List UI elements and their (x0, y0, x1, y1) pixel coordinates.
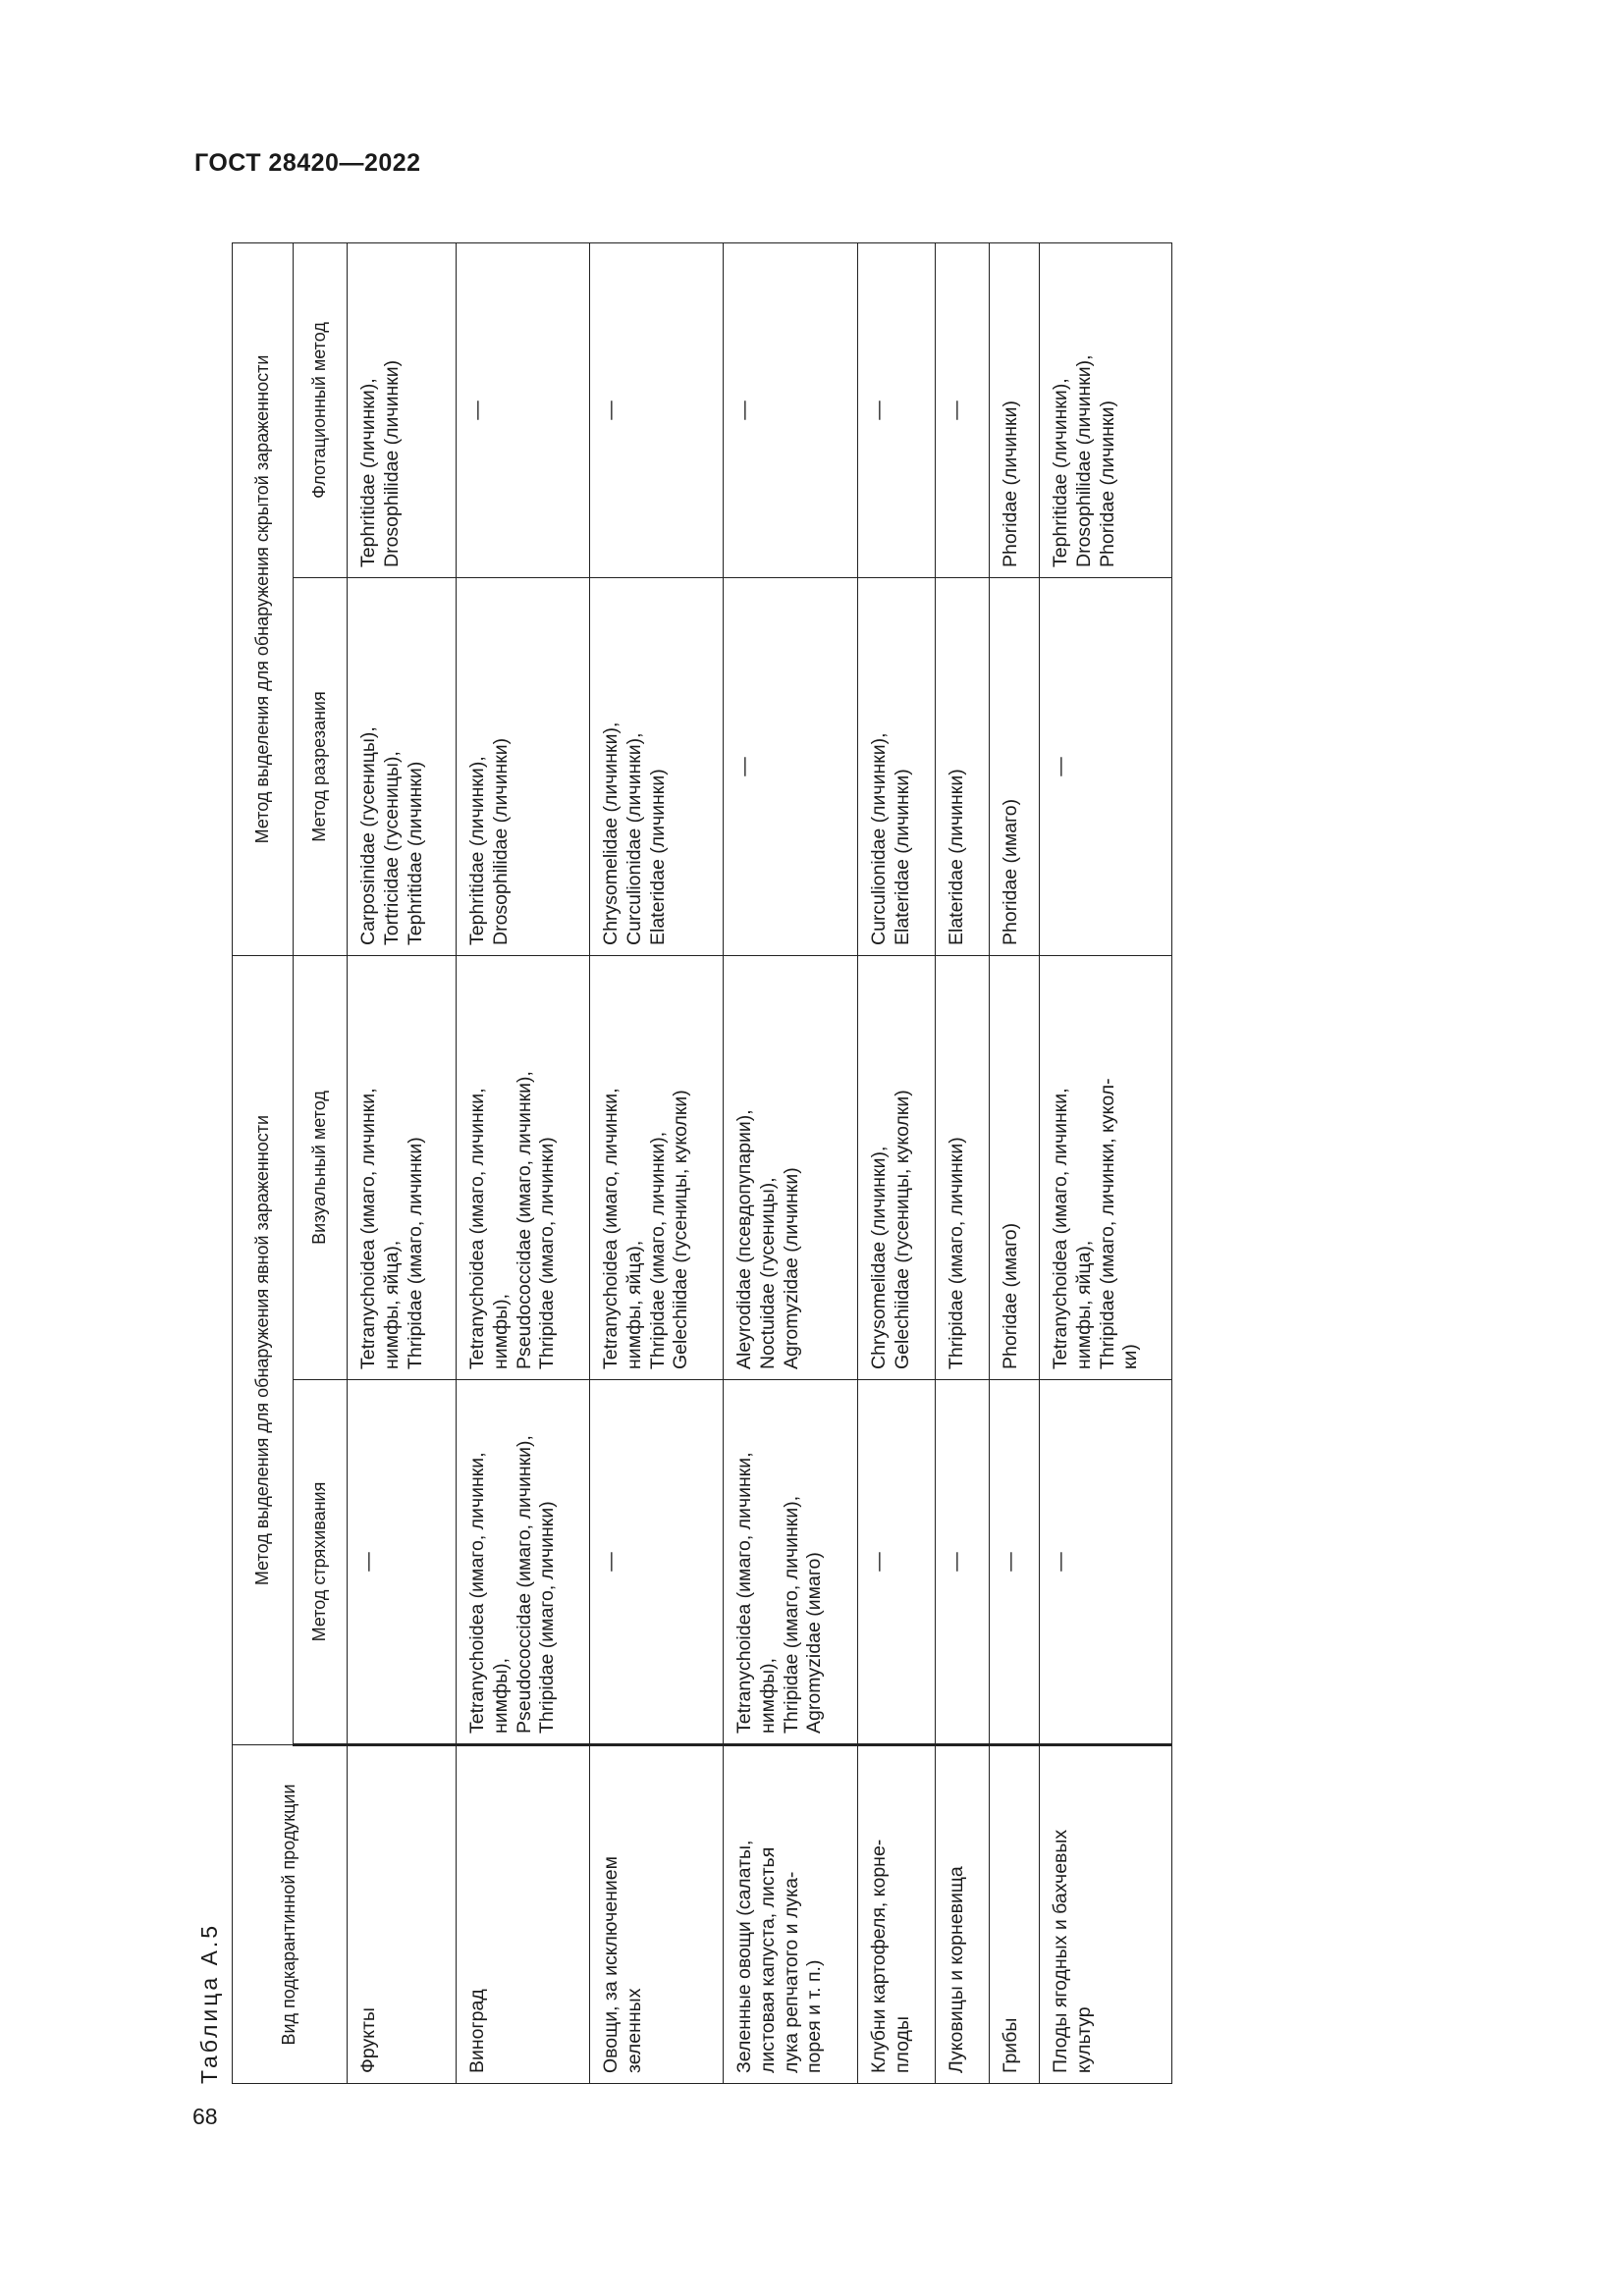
cell-cutting: Elateridae (личинки) (936, 578, 990, 956)
cell-flotation: — (457, 242, 590, 577)
pest-detection-table (232, 242, 1172, 2084)
cell-cutting: Phoridae (имаго) (990, 578, 1040, 956)
cell-flotation: — (590, 242, 724, 577)
cell-cutting: Carposinidae (гусеницы), Tortricidae (гусеницы), Tephritidae (личинки) (348, 578, 457, 956)
cell-shaking: — (858, 1380, 936, 1745)
cell-shaking: Tetranychoidea (имаго, личинки, нимфы), Thripidae (имаго, личинки), Agromyzidae (имаго) (724, 1380, 858, 1745)
document-header: ГОСТ 28420—2022 (194, 149, 421, 177)
cell-shaking: — (590, 1380, 724, 1745)
cell-product: Фрукты (348, 1745, 457, 2084)
col-header-shaking: Метод стряхивания (294, 1380, 348, 1745)
col-header-group-explicit: Метод выделения для обнаружения явной зараженности (233, 956, 294, 1745)
cell-cutting: Chrysomelidae (личинки), Curculionidae (личинки), Elateridae (личинки) (590, 578, 724, 956)
cell-visual: Phoridae (имаго) (990, 956, 1040, 1380)
cell-flotation: Tephritidae (личинки), Drosophilidae (личинки), Phoridae (личинки) (1040, 242, 1172, 577)
cell-cutting: Curculionidae (личинки), Elateridae (личинки) (858, 578, 936, 956)
page-number: 68 (192, 2104, 218, 2129)
cell-cutting: — (724, 578, 858, 956)
cell-visual: Tetranychoidea (имаго, личинки, нимфы, яйца), Thripidae (имаго, личинки, кукол- ки) (1040, 956, 1172, 1380)
cell-visual: Chrysomelidae (личинки), Gelechiidae (гусеницы, куколки) (858, 956, 936, 1380)
table-row (457, 242, 590, 2083)
cell-flotation: — (724, 242, 858, 577)
col-header-product: Вид подкарантинной продукции (233, 1745, 348, 2084)
cell-visual: Tetranychoidea (имаго, личинки, нимфы), Pseudococcidae (имаго, личинки), Thripidae (имаго, личинки) (457, 956, 590, 1380)
cell-shaking: — (1040, 1380, 1172, 1745)
header-row-groups (233, 242, 294, 2083)
table-row (590, 242, 724, 2083)
cell-shaking: Tetranychoidea (имаго, личинки, нимфы), Pseudococcidae (имаго, личинки), Thripidae (имаго, личинки) (457, 1380, 590, 1745)
col-header-cutting: Метод разрезания (294, 578, 348, 956)
cell-product: Зеленные овощи (салаты, листовая капуста, листья лука репчатого и лука- порея и т. п.) (724, 1745, 858, 2084)
cell-product: Плоды ягодных и бахчевых культур (1040, 1745, 1172, 2084)
cell-flotation: — (936, 242, 990, 577)
table-row (724, 242, 858, 2083)
table-row (858, 242, 936, 2083)
cell-flotation: Tephritidae (личинки), Drosophilidae (личинки) (348, 242, 457, 577)
cell-visual: Tetranychoidea (имаго, личинки, нимфы, яйца), Thripidae (имаго, личинки) (348, 956, 457, 1380)
cell-product: Луковицы и корневища (936, 1745, 990, 2084)
cell-product: Виноград (457, 1745, 590, 2084)
table-row (348, 242, 457, 2083)
cell-product: Овощи, за исключением зеленных (590, 1745, 724, 2084)
table-row (936, 242, 990, 2083)
cell-visual: Aleyrodidae (псевдопупарии), Noctuidae (гусеницы), Agromyzidae (личинки) (724, 956, 858, 1380)
table-row (1040, 242, 1172, 2083)
cell-product: Грибы (990, 1745, 1040, 2084)
cell-cutting: — (1040, 578, 1172, 956)
table-row (990, 242, 1040, 2083)
col-header-visual: Визуальный метод (294, 956, 348, 1380)
rotated-table-area (194, 243, 1162, 2084)
table-caption: Таблица А.5 (196, 1922, 222, 2084)
cell-product: Клубни картофеля, корне- плоды (858, 1745, 936, 2084)
col-header-flotation: Флотационный метод (294, 242, 348, 577)
cell-shaking: — (936, 1380, 990, 1745)
cell-shaking: — (348, 1380, 457, 1745)
cell-cutting: Tephritidae (личинки), Drosophilidae (личинки) (457, 578, 590, 956)
cell-visual: Thripidae (имаго, личинки) (936, 956, 990, 1380)
col-header-group-hidden: Метод выделения для обнаружения скрытой зараженности (233, 242, 294, 955)
cell-flotation: Phoridae (личинки) (990, 242, 1040, 577)
cell-shaking: — (990, 1380, 1040, 1745)
cell-flotation: — (858, 242, 936, 577)
cell-visual: Tetranychoidea (имаго, личинки, нимфы, яйца), Thripidae (имаго, личинки), Gelechiidae (гусеницы, куколки) (590, 956, 724, 1380)
